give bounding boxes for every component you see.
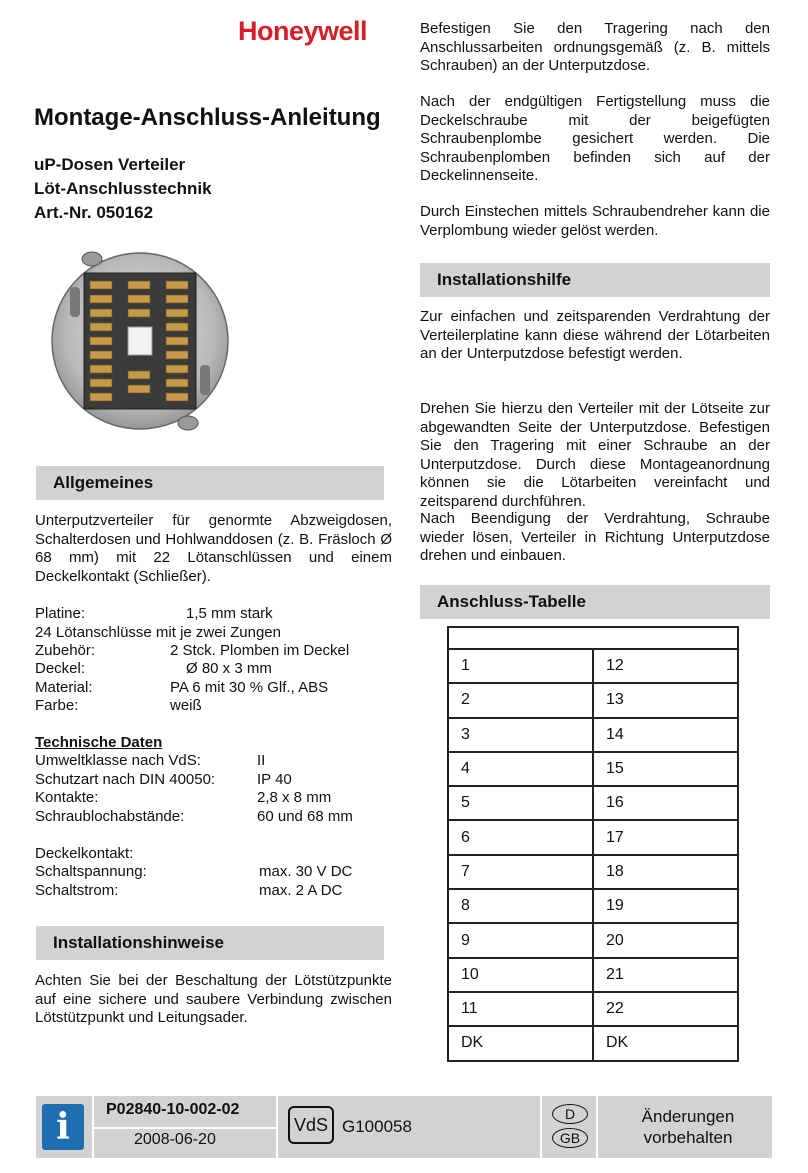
aenderungen-note: [618, 1106, 758, 1148]
tech-value: 60 und 68 mm: [257, 808, 353, 825]
right-paragraph-1: Befestigen Sie den Tragering nach den Anschlussarbeiten ordnungsgemäß (z. B. mittels Schrauben) an der Unterputzdose.: [420, 20, 770, 74]
table-row: [448, 1026, 738, 1060]
section-header-anschluss-tabelle: Anschluss-Tabelle: [420, 585, 770, 619]
document-date: 2008-06-20: [134, 1131, 216, 1148]
spec-label: Material:: [35, 679, 93, 696]
installationshilfe-paragraph-2: Drehen Sie hierzu den Verteiler mit der Lötseite zur abgewandten Seite der Unterputzdose. Befestigen Sie den Tragering mit einer Schraube an der Unterputzdose. Durch diese Montageanordnung können sie die Lötarbeiten vereinfacht und zeitsparend durchführen.: [420, 400, 770, 510]
vds-logo: VdS: [288, 1106, 334, 1144]
footer-divider: [596, 1096, 598, 1158]
installationshinweise-text: Achten Sie bei der Beschaltung der Lötstützpunkte auf eine sichere und saubere Verbindung zwischen Lötstützpunkt und Leitungsader.: [35, 972, 392, 1026]
section-header-installationshilfe: Installationshilfe: [420, 263, 770, 297]
table-row: [448, 958, 738, 992]
table-row: [448, 992, 738, 1026]
deckel-value: max. 2 A DC: [259, 882, 343, 899]
deckelkontakt-title: Deckelkontakt:: [35, 845, 134, 862]
table-cell: 19: [593, 889, 738, 923]
technische-daten-title: Technische Daten: [35, 734, 163, 751]
spec-value: PA 6 mit 30 % Glf., ABS: [170, 679, 329, 696]
footer-divider: [276, 1096, 278, 1158]
table-row: [448, 889, 738, 923]
table-cell: 8: [448, 889, 593, 923]
spec-label: Farbe:: [35, 697, 79, 714]
right-paragraph-2: Nach der endgültigen Fertigstellung muss die Deckelschraube mit der beigefügten Schraubenplombe gesichert werden. Die Schraubenplomben befinden sich auf der Deckelinnenseite.: [420, 93, 770, 184]
section-header-installationshinweise: Installationshinweise: [36, 926, 384, 960]
tech-label: Schraublochabstände:: [35, 808, 185, 825]
installationshilfe-paragraph-3: Nach Beendigung der Verdrahtung, Schraube wieder lösen, Verteiler in Richtung Unterputzdose drehen und einbauen.: [420, 510, 770, 564]
subtitle-line-3: Art.-Nr. 050162: [34, 203, 154, 222]
table-cell: 1: [448, 649, 593, 683]
table-cell: DK: [593, 1026, 738, 1060]
table-cell: 17: [593, 820, 738, 854]
table-cell: 11: [448, 992, 593, 1026]
page-title: Montage-Anschluss-Anleitung: [34, 104, 381, 131]
country-gb-badge: GB: [552, 1128, 588, 1148]
tech-value: IP 40: [257, 771, 292, 788]
country-d-badge: D: [552, 1104, 588, 1124]
product-image: [40, 247, 240, 435]
spec-label: Deckel:: [35, 660, 86, 677]
tech-label: Kontakte:: [35, 789, 99, 806]
part-number: P02840-10-002-02: [106, 1101, 240, 1118]
footer-divider: [540, 1096, 542, 1158]
footer-divider: [92, 1127, 276, 1129]
section-header-allgemeines: Allgemeines: [36, 466, 384, 500]
tech-value: 2,8 x 8 mm: [257, 789, 332, 806]
table-cell: 4: [448, 752, 593, 786]
table-cell: 9: [448, 923, 593, 957]
spec-value: Ø 80 x 3 mm: [186, 660, 272, 677]
spec-label: Zubehör:: [35, 642, 96, 659]
table-row: [448, 649, 738, 683]
tech-label: Schutzart nach DIN 40050:: [35, 771, 216, 788]
spec-platine-label: Platine:: [35, 605, 86, 622]
table-cell: 20: [593, 923, 738, 957]
table-cell: DK: [448, 1026, 593, 1060]
table-row: [448, 786, 738, 820]
table-cell: 14: [593, 718, 738, 752]
deckel-label: Schaltstrom:: [35, 882, 119, 899]
allgemeines-text: Unterputzverteiler für genormte Abzweigdosen, Schalterdosen und Hohlwanddosen (z. B. Fräsloch Ø 68 mm) mit 22 Lötanschlüssen und einem Deckelkontakt (Schließer).: [35, 512, 392, 585]
spec-value: 2 Stck. Plomben im Deckel: [170, 642, 350, 659]
table-cell: 3: [448, 718, 593, 752]
table-row: [448, 923, 738, 957]
table-row: [448, 820, 738, 854]
table-cell: 18: [593, 855, 738, 889]
table-cell: 5: [448, 786, 593, 820]
table-cell: 12: [593, 649, 738, 683]
table-cell: 2: [448, 683, 593, 717]
table-row: [448, 718, 738, 752]
deckel-value: max. 30 V DC: [259, 863, 353, 880]
spec-value: weiß: [170, 697, 202, 714]
table-cell: 10: [448, 958, 593, 992]
deckel-label: Schaltspannung:: [35, 863, 147, 880]
table-cell: 15: [593, 752, 738, 786]
anschluss-table: [447, 626, 739, 1062]
tech-value: II: [257, 752, 266, 769]
table-cell: 13: [593, 683, 738, 717]
vds-number: G100058: [342, 1117, 412, 1136]
table-row: [448, 683, 738, 717]
table-header-blank: [448, 627, 738, 649]
table-row: [448, 855, 738, 889]
spec-platine-value: 1,5 mm stark: [186, 605, 273, 622]
brand-logo: Honeywell: [238, 16, 368, 46]
spec-loetanschluesse: 24 Lötanschlüsse mit je zwei Zungen: [35, 624, 281, 641]
table-cell: 6: [448, 820, 593, 854]
subtitle-line-1: uP-Dosen Verteiler: [34, 155, 186, 174]
table-cell: 21: [593, 958, 738, 992]
installationshilfe-paragraph-1: Zur einfachen und zeitsparenden Verdrahtung der Verteilerplatine kann diese während der Lötarbeiten an der Unterputzdose befestigt werden.: [420, 308, 770, 362]
right-paragraph-3: Durch Einstechen mittels Schraubendreher kann die Verplombung wieder gelöst werden.: [420, 203, 770, 239]
aenderungen-line-1: Änderungen: [641, 1107, 735, 1126]
table-row: [448, 752, 738, 786]
table-cell: 7: [448, 855, 593, 889]
table-cell: 16: [593, 786, 738, 820]
table-cell: 22: [593, 992, 738, 1026]
info-icon: i: [42, 1104, 84, 1150]
aenderungen-line-2: vorbehalten: [643, 1128, 733, 1147]
tech-label: Umweltklasse nach VdS:: [35, 752, 201, 769]
subtitle-line-2: Löt-Anschlusstechnik: [34, 179, 212, 198]
